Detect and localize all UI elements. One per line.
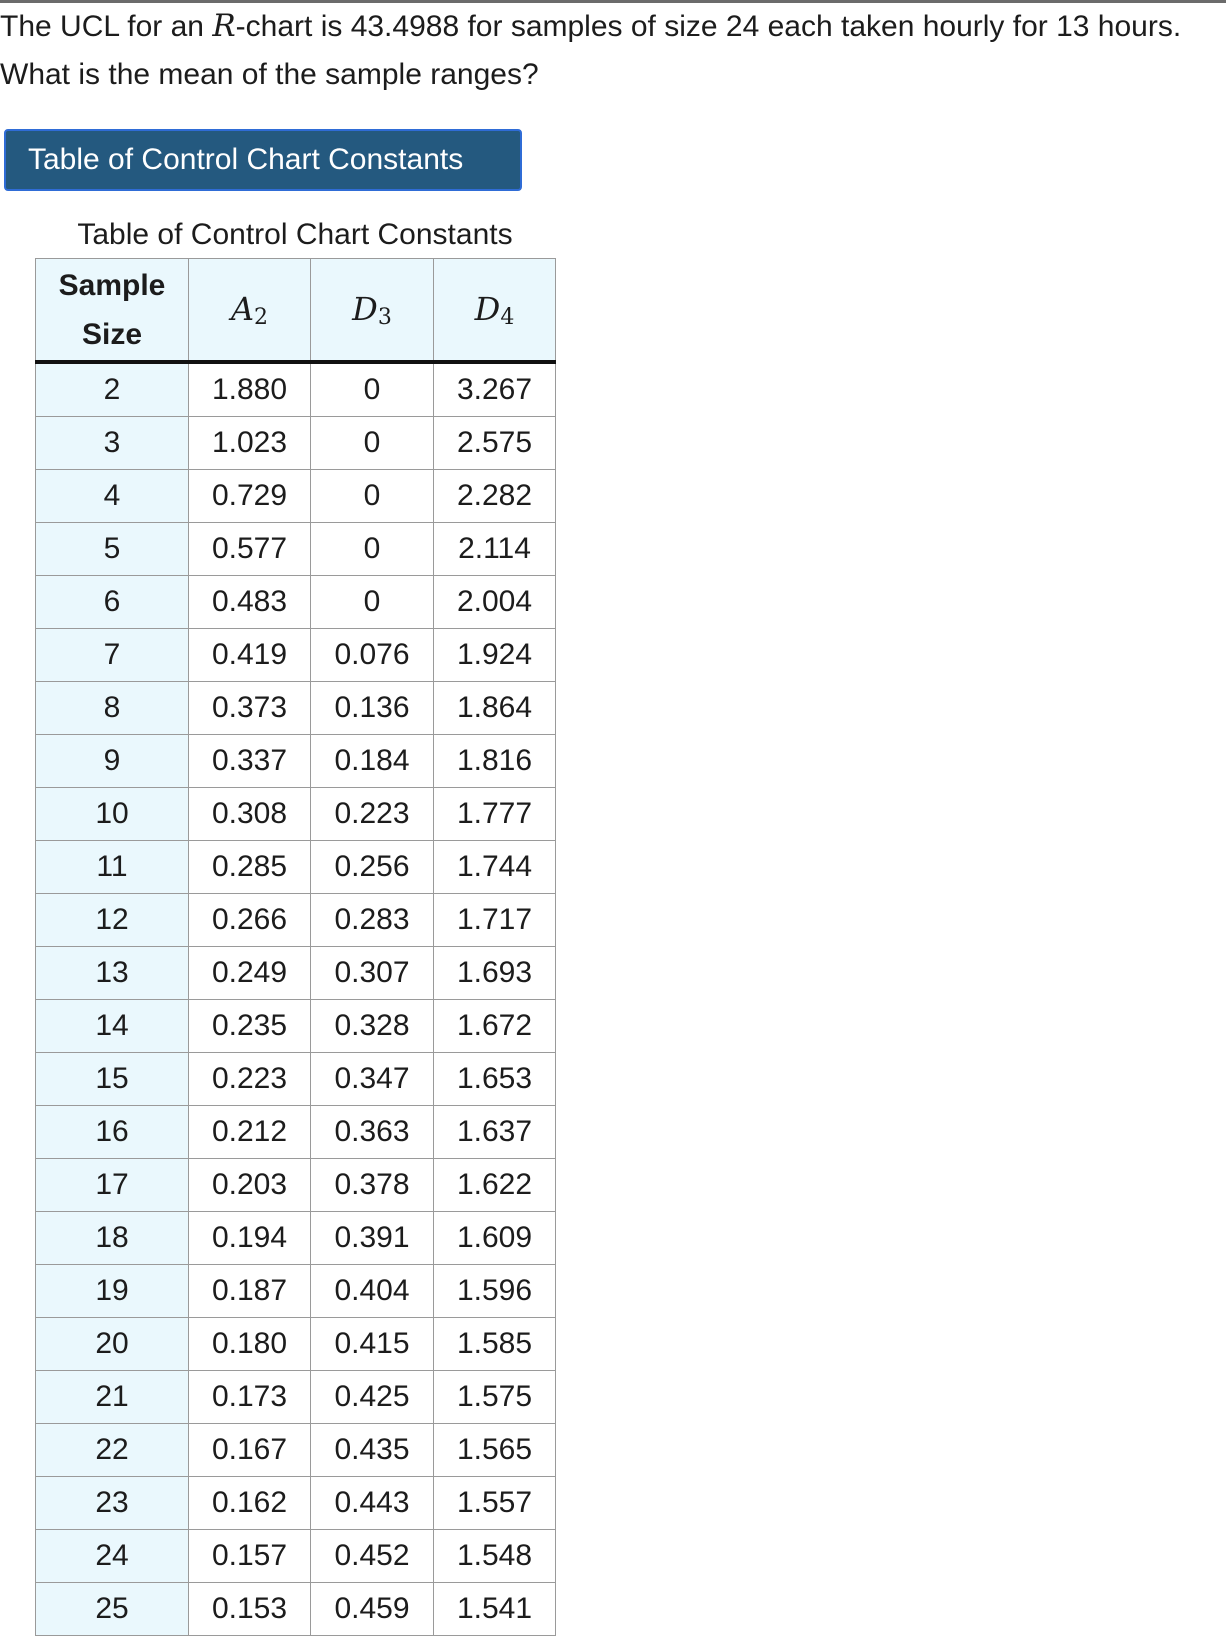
sample-size-cell: 5: [36, 523, 189, 576]
sample-size-cell: 20: [36, 1318, 189, 1371]
d3-cell: 0.076: [311, 629, 434, 682]
sample-size-cell: 11: [36, 841, 189, 894]
a2-cell: 0.167: [189, 1424, 311, 1477]
d4-cell: 1.744: [434, 841, 556, 894]
a2-cell: 0.194: [189, 1212, 311, 1265]
d4-cell: 1.622: [434, 1159, 556, 1212]
sample-size-cell: 7: [36, 629, 189, 682]
control-chart-constants-button[interactable]: Table of Control Chart Constants: [4, 129, 522, 191]
question-text-after: -chart is 43.4988 for samples of size 24 each taken hourly for 13 hours. What is the mean of the sample ranges?: [0, 10, 1182, 91]
d4-cell: 1.816: [434, 735, 556, 788]
sample-size-cell: 25: [36, 1583, 189, 1636]
question-text: [0, 2, 1210, 99]
header-a2: [189, 259, 311, 363]
sample-size-cell: 22: [36, 1424, 189, 1477]
table-row: [36, 576, 556, 629]
d3-cell: 0.307: [311, 947, 434, 1000]
sample-size-cell: 6: [36, 576, 189, 629]
a2-cell: 0.308: [189, 788, 311, 841]
d3-cell: 0.391: [311, 1212, 434, 1265]
d4-cell: 1.548: [434, 1530, 556, 1583]
table-row: [36, 1424, 556, 1477]
sample-size-cell: 14: [36, 1000, 189, 1053]
d4-cell: 1.596: [434, 1265, 556, 1318]
table-row: [36, 735, 556, 788]
d4-cell: 1.653: [434, 1053, 556, 1106]
sample-size-cell: 2: [36, 362, 189, 417]
d4-cell: 1.575: [434, 1371, 556, 1424]
table-row: [36, 1212, 556, 1265]
d4-cell: 1.864: [434, 682, 556, 735]
header-sample-line1: Sample: [58, 268, 166, 302]
table-row: [36, 1159, 556, 1212]
sample-size-cell: 23: [36, 1477, 189, 1530]
a2-cell: 0.419: [189, 629, 311, 682]
header-d3-sub: 3: [377, 304, 392, 330]
sample-size-cell: 24: [36, 1530, 189, 1583]
a2-cell: 0.337: [189, 735, 311, 788]
d3-cell: 0: [311, 470, 434, 523]
table-caption: Table of Control Chart Constants: [77, 218, 513, 251]
header-d4-sub: 4: [500, 304, 515, 330]
table-row: [36, 1530, 556, 1583]
a2-cell: 0.729: [189, 470, 311, 523]
table-row: [36, 523, 556, 576]
d3-cell: 0.378: [311, 1159, 434, 1212]
d4-cell: 2.575: [434, 417, 556, 470]
d3-cell: 0.435: [311, 1424, 434, 1477]
sample-size-cell: 13: [36, 947, 189, 1000]
table-row: [36, 1000, 556, 1053]
d4-cell: 2.282: [434, 470, 556, 523]
a2-cell: 0.157: [189, 1530, 311, 1583]
a2-cell: 0.577: [189, 523, 311, 576]
sample-size-cell: 8: [36, 682, 189, 735]
table-row: [36, 1318, 556, 1371]
sample-size-cell: 19: [36, 1265, 189, 1318]
d4-cell: 1.777: [434, 788, 556, 841]
a2-cell: 0.373: [189, 682, 311, 735]
d3-cell: 0.347: [311, 1053, 434, 1106]
header-a2-sub: 2: [254, 304, 269, 330]
a2-cell: 0.180: [189, 1318, 311, 1371]
a2-cell: 0.212: [189, 1106, 311, 1159]
header-d3-letter: D: [352, 289, 378, 328]
d3-cell: 0: [311, 417, 434, 470]
header-d4-letter: D: [474, 289, 501, 328]
d3-cell: 0.283: [311, 894, 434, 947]
d4-cell: 3.267: [434, 362, 556, 417]
header-d4: [434, 259, 556, 363]
header-d3: [311, 259, 434, 363]
sample-size-cell: 18: [36, 1212, 189, 1265]
d3-cell: 0.256: [311, 841, 434, 894]
table-row: [36, 470, 556, 523]
table-row: [36, 682, 556, 735]
sample-size-cell: 4: [36, 470, 189, 523]
d3-cell: 0.459: [311, 1583, 434, 1636]
a2-cell: 0.235: [189, 1000, 311, 1053]
table-row: [36, 1477, 556, 1530]
a2-cell: 0.162: [189, 1477, 311, 1530]
sample-size-cell: 3: [36, 417, 189, 470]
table-row: [36, 1053, 556, 1106]
a2-cell: 0.173: [189, 1371, 311, 1424]
a2-cell: 0.249: [189, 947, 311, 1000]
d3-cell: 0.404: [311, 1265, 434, 1318]
a2-cell: 0.266: [189, 894, 311, 947]
table-row: [36, 629, 556, 682]
table-row: [36, 417, 556, 470]
constants-table-panel: [35, 212, 555, 1636]
table-row: [36, 894, 556, 947]
d3-cell: 0.184: [311, 735, 434, 788]
d4-cell: 1.609: [434, 1212, 556, 1265]
a2-cell: 1.023: [189, 417, 311, 470]
d4-cell: 1.557: [434, 1477, 556, 1530]
table-row: [36, 362, 556, 417]
a2-cell: 0.285: [189, 841, 311, 894]
d4-cell: 1.672: [434, 1000, 556, 1053]
d4-cell: 1.693: [434, 947, 556, 1000]
header-sample-line2: Size: [81, 317, 143, 351]
r-symbol: R: [212, 8, 236, 44]
question-text-before: The UCL for an: [0, 10, 213, 43]
a2-cell: 0.187: [189, 1265, 311, 1318]
sample-size-cell: 12: [36, 894, 189, 947]
d3-cell: 0.452: [311, 1530, 434, 1583]
d3-cell: 0.328: [311, 1000, 434, 1053]
d4-cell: 1.541: [434, 1583, 556, 1636]
control-chart-constants-table: [35, 258, 556, 1636]
table-row: [36, 1583, 556, 1636]
sample-size-cell: 17: [36, 1159, 189, 1212]
table-row: [36, 1371, 556, 1424]
a2-cell: 0.203: [189, 1159, 311, 1212]
a2-cell: 0.483: [189, 576, 311, 629]
sample-size-cell: 10: [36, 788, 189, 841]
sample-size-cell: 15: [36, 1053, 189, 1106]
d3-cell: 0.136: [311, 682, 434, 735]
a2-cell: 0.223: [189, 1053, 311, 1106]
d3-cell: 0.415: [311, 1318, 434, 1371]
d3-cell: 0.443: [311, 1477, 434, 1530]
table-row: [36, 1265, 556, 1318]
d4-cell: 1.637: [434, 1106, 556, 1159]
d3-cell: 0: [311, 523, 434, 576]
table-row: [36, 947, 556, 1000]
d3-cell: 0.223: [311, 788, 434, 841]
header-a2-letter: A: [230, 289, 255, 328]
d3-cell: 0.425: [311, 1371, 434, 1424]
table-body: [36, 362, 556, 1636]
table-row: [36, 1106, 556, 1159]
sample-size-cell: 9: [36, 735, 189, 788]
d4-cell: 2.004: [434, 576, 556, 629]
table-row: [36, 788, 556, 841]
d4-cell: 1.717: [434, 894, 556, 947]
d4-cell: 1.565: [434, 1424, 556, 1477]
d3-cell: 0: [311, 576, 434, 629]
a2-cell: 0.153: [189, 1583, 311, 1636]
table-row: [36, 841, 556, 894]
d4-cell: 2.114: [434, 523, 556, 576]
d3-cell: 0: [311, 362, 434, 417]
d4-cell: 1.585: [434, 1318, 556, 1371]
table-header-row: [36, 259, 556, 363]
header-sample-size: [36, 259, 189, 363]
d3-cell: 0.363: [311, 1106, 434, 1159]
d4-cell: 1.924: [434, 629, 556, 682]
sample-size-cell: 21: [36, 1371, 189, 1424]
sample-size-cell: 16: [36, 1106, 189, 1159]
a2-cell: 1.880: [189, 362, 311, 417]
